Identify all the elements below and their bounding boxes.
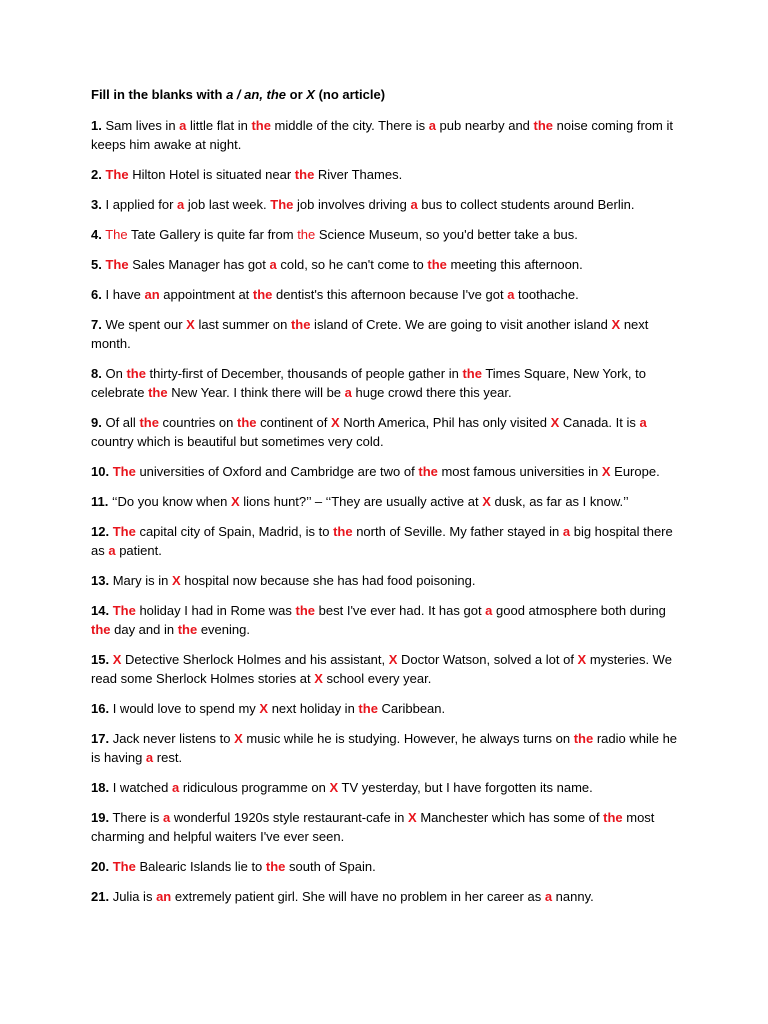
answer-word: a bbox=[171, 780, 180, 795]
answer-word: X bbox=[550, 415, 560, 430]
exercise-item bbox=[91, 778, 685, 797]
sentence-text: south of Spain. bbox=[285, 859, 376, 874]
answer-word: The bbox=[105, 167, 129, 182]
item-number: 12. bbox=[91, 524, 110, 539]
answer-word: a bbox=[485, 603, 493, 618]
sentence-text: Detective Sherlock Holmes and his assistant, bbox=[121, 652, 389, 667]
answer-word: an bbox=[156, 889, 172, 904]
sentence-text: most charming and helpful waiters I've ever seen. bbox=[91, 810, 655, 844]
sentence-text: TV yesterday, but I have forgotten its name. bbox=[338, 780, 593, 795]
item-number: 19. bbox=[91, 810, 110, 825]
answer-word: a bbox=[410, 197, 418, 212]
answer-word: a bbox=[428, 118, 436, 133]
answer-word: X bbox=[577, 652, 587, 667]
sentence-text: little flat in bbox=[186, 118, 252, 133]
sentence-text: Tate Gallery is quite far from bbox=[127, 227, 298, 242]
item-number: 14. bbox=[91, 603, 110, 618]
item-number: 8. bbox=[91, 366, 102, 381]
exercise-item bbox=[91, 492, 685, 511]
sentence-text: job involves driving bbox=[293, 197, 411, 212]
answer-word: The bbox=[105, 227, 128, 242]
answer-word: the bbox=[290, 317, 311, 332]
sentence-text: Europe. bbox=[610, 464, 660, 479]
answer-word: X bbox=[330, 415, 340, 430]
answer-word: X bbox=[186, 317, 195, 332]
item-number: 7. bbox=[91, 317, 102, 332]
sentence-text: bus to collect students around Berlin. bbox=[417, 197, 635, 212]
sentence-text: toothache. bbox=[514, 287, 579, 302]
sentence-text: pub nearby and bbox=[435, 118, 534, 133]
exercise-item bbox=[91, 522, 685, 560]
answer-word: The bbox=[112, 603, 136, 618]
answer-word: X bbox=[601, 464, 611, 479]
answer-word: a bbox=[507, 287, 515, 302]
sentence-text: next month. bbox=[91, 317, 649, 351]
answer-word: X bbox=[314, 671, 323, 686]
answer-word: X bbox=[112, 652, 122, 667]
answer-word: the bbox=[297, 227, 316, 242]
sentence-text: countries on bbox=[158, 415, 237, 430]
sentence-text: capital city of Spain, Madrid, is to bbox=[135, 524, 334, 539]
item-number: 3. bbox=[91, 197, 102, 212]
exercise-item bbox=[91, 699, 685, 718]
answer-word: X bbox=[482, 494, 491, 509]
exercise-item bbox=[91, 165, 685, 184]
sentence-text: middle of the city. There is bbox=[270, 118, 429, 133]
sentence-text: noise coming from it keeps him awake at night. bbox=[91, 118, 673, 152]
item-number: 1. bbox=[91, 118, 102, 133]
answer-word: The bbox=[270, 197, 294, 212]
answer-word: The bbox=[105, 257, 129, 272]
title-prefix: Fill in the blanks with bbox=[91, 87, 227, 102]
sentence-text: next holiday in bbox=[268, 701, 359, 716]
answer-word: X bbox=[329, 780, 339, 795]
answer-word: a bbox=[639, 415, 647, 430]
answer-word: the bbox=[91, 622, 111, 637]
item-number: 13. bbox=[91, 573, 110, 588]
answer-word: the bbox=[177, 622, 198, 637]
sentence-text: Science Museum, so you'd better take a bus. bbox=[315, 227, 578, 242]
exercise-item bbox=[91, 650, 685, 688]
worksheet-title bbox=[91, 86, 685, 104]
answer-word: an bbox=[144, 287, 160, 302]
answer-word: the bbox=[533, 118, 554, 133]
sentence-text: nanny. bbox=[552, 889, 594, 904]
answer-word: X bbox=[408, 810, 417, 825]
answer-word: the bbox=[251, 118, 271, 133]
exercise-item bbox=[91, 364, 685, 402]
answer-word: a bbox=[163, 810, 171, 825]
sentence-text: ‘‘Do you know when bbox=[111, 494, 231, 509]
sentence-text: dusk, as far as I know.’’ bbox=[490, 494, 629, 509]
exercise-item bbox=[91, 887, 685, 906]
exercise-item bbox=[91, 255, 685, 274]
sentence-text: Julia is bbox=[112, 889, 157, 904]
answer-word: the bbox=[148, 385, 168, 400]
sentence-text: rest. bbox=[153, 750, 183, 765]
answer-word: the bbox=[358, 701, 378, 716]
sentence-text: school every year. bbox=[322, 671, 432, 686]
item-number: 21. bbox=[91, 889, 110, 904]
item-number: 15. bbox=[91, 652, 110, 667]
exercise-item bbox=[91, 808, 685, 846]
answer-word: a bbox=[145, 750, 154, 765]
sentence-text: continent of bbox=[256, 415, 331, 430]
answer-word: the bbox=[126, 366, 146, 381]
item-number: 17. bbox=[91, 731, 110, 746]
sentence-text: lions hunt?’’ – ‘‘They are usually active at bbox=[239, 494, 483, 509]
answer-word: the bbox=[418, 464, 438, 479]
answer-word: the bbox=[139, 415, 159, 430]
sentence-text: I have bbox=[105, 287, 145, 302]
sentence-text: Hilton Hotel is situated near bbox=[128, 167, 295, 182]
exercise-item bbox=[91, 285, 685, 304]
sentence-text: universities of Oxford and Cambridge are two of bbox=[135, 464, 419, 479]
sentence-text: I watched bbox=[112, 780, 172, 795]
sentence-text: meeting this afternoon. bbox=[446, 257, 583, 272]
item-number: 16. bbox=[91, 701, 110, 716]
exercise-item bbox=[91, 462, 685, 481]
sentence-text: Jack never listens to bbox=[112, 731, 235, 746]
sentence-text: holiday I had in Rome was bbox=[135, 603, 296, 618]
sentence-text: New Year. I think there will be bbox=[167, 385, 345, 400]
exercise-item bbox=[91, 601, 685, 639]
answer-word: a bbox=[562, 524, 571, 539]
exercise-item bbox=[91, 413, 685, 451]
sentence-text: north of Seville. My father stayed in bbox=[352, 524, 563, 539]
title-or: or bbox=[286, 87, 307, 102]
sentence-text: cold, so he can't come to bbox=[276, 257, 428, 272]
exercise-item bbox=[91, 315, 685, 353]
exercise-item bbox=[91, 225, 685, 244]
sentence-text: day and in bbox=[110, 622, 178, 637]
sentence-text: music while he is studying. However, he always turns on bbox=[242, 731, 574, 746]
answer-word: X bbox=[259, 701, 269, 716]
answer-word: the bbox=[462, 366, 482, 381]
item-number: 4. bbox=[91, 227, 102, 242]
sentence-text: Doctor Watson, solved a lot of bbox=[397, 652, 578, 667]
title-options: a / an, the bbox=[226, 87, 287, 102]
sentence-text: island of Crete. We are going to visit another island bbox=[310, 317, 612, 332]
answer-word: a bbox=[179, 118, 187, 133]
sentence-text: radio while he is having bbox=[91, 731, 678, 765]
exercise-list bbox=[91, 116, 685, 906]
exercise-item bbox=[91, 729, 685, 767]
item-number: 18. bbox=[91, 780, 110, 795]
sentence-text: I would love to spend my bbox=[112, 701, 260, 716]
sentence-text: Times Square, New York, to celebrate bbox=[91, 366, 646, 400]
item-number: 10. bbox=[91, 464, 110, 479]
sentence-text: last summer on bbox=[194, 317, 291, 332]
exercise-item bbox=[91, 195, 685, 214]
answer-word: the bbox=[603, 810, 623, 825]
answer-word: X bbox=[234, 731, 243, 746]
title-suffix: (no article) bbox=[314, 87, 386, 102]
answer-word: the bbox=[236, 415, 257, 430]
sentence-text: Caribbean. bbox=[377, 701, 446, 716]
item-number: 11. bbox=[91, 494, 109, 509]
sentence-text: big hospital there as bbox=[91, 524, 673, 558]
sentence-text: Sales Manager has got bbox=[128, 257, 270, 272]
sentence-text: country which is beautiful but sometimes very cold. bbox=[91, 434, 384, 449]
answer-word: X bbox=[230, 494, 240, 509]
sentence-text: There is bbox=[112, 810, 164, 825]
sentence-text: appointment at bbox=[159, 287, 253, 302]
sentence-text: ridiculous programme on bbox=[179, 780, 330, 795]
answer-word: the bbox=[427, 257, 447, 272]
sentence-text: Canada. It is bbox=[559, 415, 640, 430]
answer-word: the bbox=[294, 167, 315, 182]
answer-word: X bbox=[611, 317, 621, 332]
answer-word: a bbox=[108, 543, 116, 558]
answer-word: X bbox=[388, 652, 398, 667]
sentence-text: River Thames. bbox=[314, 167, 403, 182]
sentence-text: patient. bbox=[115, 543, 162, 558]
sentence-text: evening. bbox=[197, 622, 250, 637]
sentence-text: North America, Phil has only visited bbox=[339, 415, 551, 430]
answer-word: the bbox=[573, 731, 594, 746]
sentence-text: good atmosphere both during bbox=[492, 603, 666, 618]
answer-word: a bbox=[177, 197, 185, 212]
answer-word: the bbox=[252, 287, 273, 302]
answer-word: The bbox=[112, 859, 136, 874]
sentence-text: best I've ever had. It has got bbox=[315, 603, 486, 618]
sentence-text: Of all bbox=[105, 415, 140, 430]
worksheet bbox=[91, 86, 685, 917]
item-number: 6. bbox=[91, 287, 102, 302]
sentence-text: Sam lives in bbox=[105, 118, 180, 133]
sentence-text: Mary is in bbox=[112, 573, 172, 588]
answer-word: The bbox=[112, 524, 136, 539]
answer-word: the bbox=[295, 603, 316, 618]
exercise-item bbox=[91, 116, 685, 154]
sentence-text: Manchester which has some of bbox=[416, 810, 604, 825]
answer-word: The bbox=[112, 464, 136, 479]
answer-word: a bbox=[269, 257, 277, 272]
sentence-text: wonderful 1920s style restaurant-cafe in bbox=[170, 810, 409, 825]
sentence-text: huge crowd there this year. bbox=[351, 385, 512, 400]
sentence-text: We spent our bbox=[105, 317, 187, 332]
sentence-text: job last week. bbox=[184, 197, 271, 212]
exercise-item bbox=[91, 571, 685, 590]
sentence-text: dentist's this afternoon because I've got bbox=[272, 287, 508, 302]
item-number: 2. bbox=[91, 167, 102, 182]
title-x: X bbox=[306, 87, 315, 102]
sentence-text: On bbox=[105, 366, 127, 381]
sentence-text: I applied for bbox=[105, 197, 178, 212]
sentence-text: thirty-first of December, thousands of people gather in bbox=[145, 366, 463, 381]
sentence-text: Balearic Islands lie to bbox=[135, 859, 266, 874]
item-number: 20. bbox=[91, 859, 110, 874]
sentence-text: extremely patient girl. She will have no problem in her career as bbox=[171, 889, 545, 904]
sentence-text: mysteries. We read some Sherlock Holmes stories at bbox=[91, 652, 672, 686]
sentence-text: most famous universities in bbox=[437, 464, 602, 479]
exercise-item bbox=[91, 857, 685, 876]
item-number: 5. bbox=[91, 257, 102, 272]
answer-word: a bbox=[544, 889, 553, 904]
answer-word: the bbox=[333, 524, 353, 539]
sentence-text: hospital now because she has had food poisoning. bbox=[180, 573, 476, 588]
item-number: 9. bbox=[91, 415, 102, 430]
answer-word: the bbox=[265, 859, 286, 874]
answer-word: X bbox=[171, 573, 181, 588]
answer-word: a bbox=[344, 385, 352, 400]
